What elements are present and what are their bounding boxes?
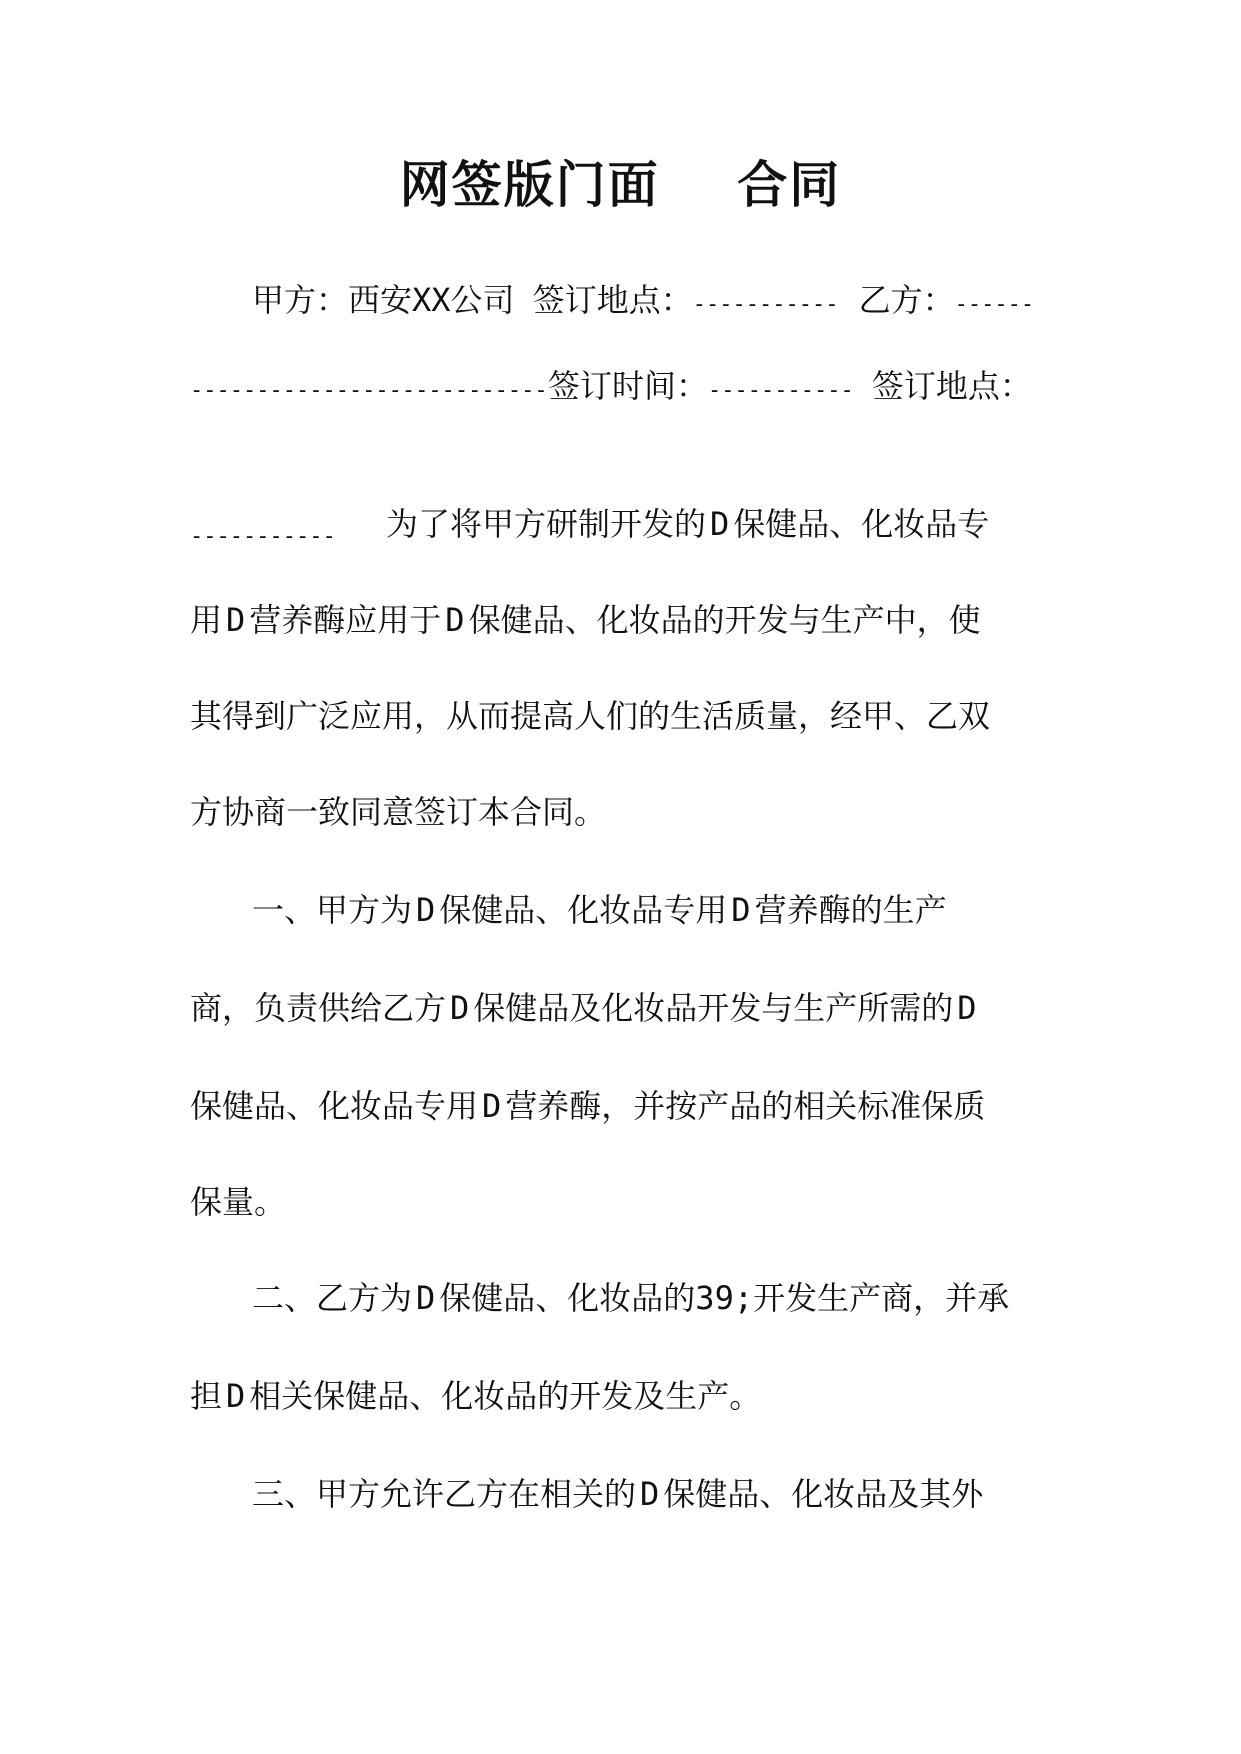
clause-2-text-a: 二、乙方为 xyxy=(252,1279,413,1317)
party-b-blank-continued: --------------------------- xyxy=(190,378,548,403)
clause-3-text-a: 三、甲方允许乙方在相关的 xyxy=(252,1475,637,1513)
intro-text-2a: 用 xyxy=(190,601,223,639)
intro-line-1 xyxy=(386,502,989,546)
sign-place-blank: ----------- xyxy=(692,292,839,317)
intro-text-1b: D xyxy=(710,505,730,543)
clause-1-text-k: D xyxy=(482,1087,502,1125)
clause-1-text-d: D xyxy=(731,891,751,929)
sign-place-blank-2-line xyxy=(190,510,336,559)
clause-1-line-1 xyxy=(252,888,947,932)
clause-2-text-d: 39; xyxy=(695,1279,754,1317)
clause-1-line-4: 保量。 xyxy=(190,1183,287,1221)
document-title: 网签版门面 合同 xyxy=(399,156,842,214)
party-line-2 xyxy=(190,364,548,413)
party-line-1 xyxy=(252,278,1034,327)
clause-2-line-2 xyxy=(190,1374,761,1418)
clause-1-text-f: 商，负责供给乙方 xyxy=(190,989,447,1027)
clause-1-text-h: 保健品及化妆品开发与生产所需的 xyxy=(473,989,954,1027)
party-a-label: 甲方：西安 xyxy=(252,281,413,319)
party-b-blank: ------ xyxy=(954,292,1035,317)
clause-1-text-e: 营养酶的生产 xyxy=(754,891,947,929)
sign-place-blank-2: ----------- xyxy=(190,524,336,549)
clause-2-text-g: D xyxy=(226,1377,246,1415)
sign-time-blank: ----------- xyxy=(708,378,854,403)
intro-text-2c: 营养酶应用于 xyxy=(249,601,442,639)
clause-1-line-2 xyxy=(190,986,981,1030)
clause-2-text-c: 保健品、化妆品的 xyxy=(439,1279,696,1317)
intro-text-1a: 为了将甲方研制开发的 xyxy=(386,505,707,543)
party-b-label: 乙方： xyxy=(858,281,955,319)
clause-2-text-e: 开发生产商，并承 xyxy=(753,1279,1010,1317)
clause-1-text-j: 保健品、化妆品专用 xyxy=(190,1087,479,1125)
clause-1-text-b: D xyxy=(416,891,436,929)
sign-place-label-2: 签订地点： xyxy=(871,367,1032,405)
party-a-xx: XX xyxy=(412,281,451,319)
sign-time-group xyxy=(548,364,1032,413)
party-a-company: 公司 xyxy=(450,281,515,319)
clause-1-line-3 xyxy=(190,1084,985,1128)
intro-text-2b: D xyxy=(226,601,246,639)
clause-1-text-a: 一、甲方为 xyxy=(252,891,413,929)
clause-2-text-f: 担 xyxy=(190,1377,223,1415)
clause-1-text-i: D xyxy=(957,989,977,1027)
clause-1-text-c: 保健品、化妆品专用 xyxy=(439,891,728,929)
intro-line-4: 方协商一致同意签订本合同。 xyxy=(190,793,607,831)
intro-text-2d: D xyxy=(445,601,465,639)
clause-3-line-1 xyxy=(252,1472,983,1516)
clause-2-text-h: 相关保健品、化妆品的开发及生产。 xyxy=(249,1377,762,1415)
intro-text-1c: 保健品、化妆品专 xyxy=(733,505,990,543)
clause-2-line-1 xyxy=(252,1276,1009,1320)
clause-1-text-l: 营养酶，并按产品的相关标准保质 xyxy=(505,1087,986,1125)
intro-line-2 xyxy=(190,598,981,642)
clause-1-text-g: D xyxy=(450,989,470,1027)
sign-time-label: 签订时间： xyxy=(548,367,709,405)
clause-2-text-b: D xyxy=(416,1279,436,1317)
intro-line-3: 其得到广泛应用，从而提高人们的生活质量，经甲、乙双 xyxy=(190,697,991,735)
clause-3-text-c: 保健品、化妆品及其外 xyxy=(663,1475,984,1513)
sign-place-label: 签订地点： xyxy=(532,281,693,319)
intro-text-2e: 保健品、化妆品的开发与生产中，使 xyxy=(468,601,981,639)
clause-3-text-b: D xyxy=(640,1475,660,1513)
